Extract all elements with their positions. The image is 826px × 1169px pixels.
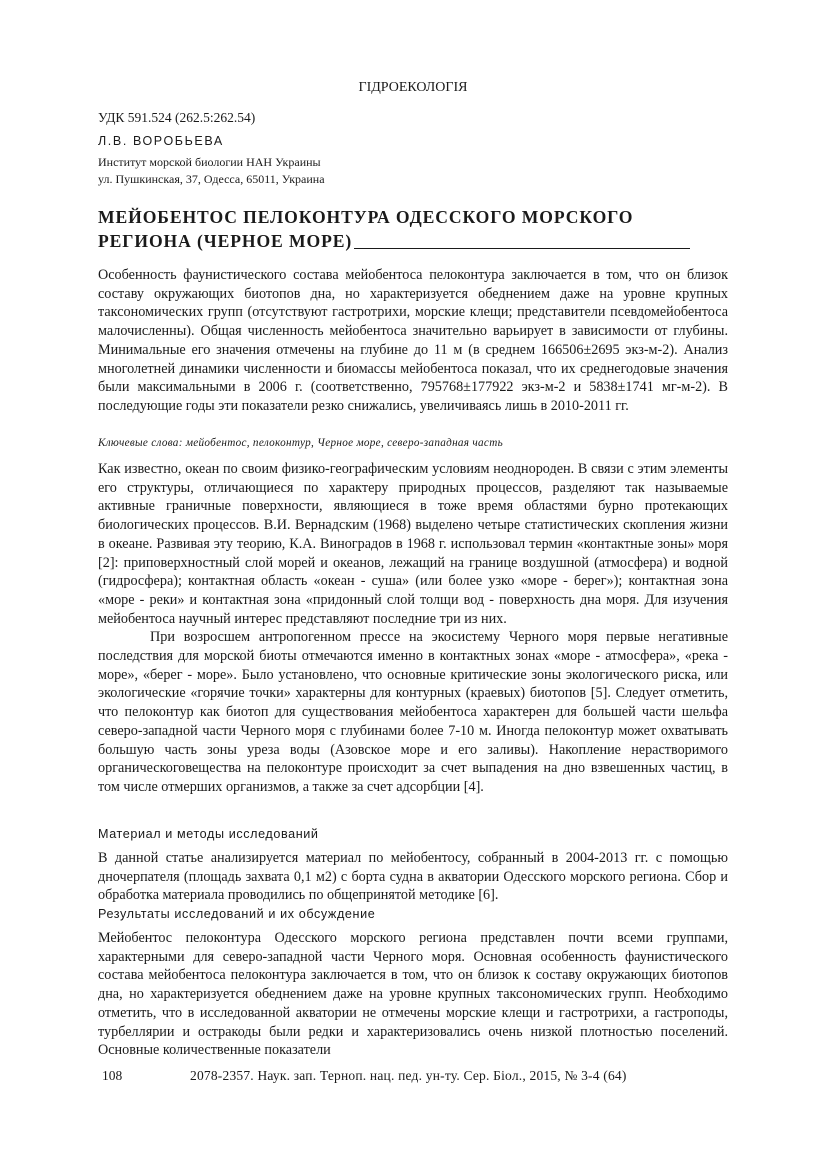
udk-code: УДК 591.524 (262.5:262.54)	[98, 110, 256, 125]
title-line-1: МЕЙОБЕНТОС ПЕЛОКОНТУРА ОДЕССКОГО МОРСКОГО	[98, 207, 634, 227]
journal-citation: 2078-2357. Наук. зап. Терноп. нац. пед. ун-ту. Сер. Біол., 2015, № 3-4 (64)	[190, 1068, 627, 1083]
page-number: 108	[102, 1068, 123, 1083]
results-text: Мейобентос пелоконтура Одесского морского региона представлен почти всеми группами, характерными для северо-западной части Черного моря. Основная особенность фаунистического состава мейобентоса пелоконтура заключается в том, что он близок к составу окружающих биотопов дна, но характеризуется обеднением даже на уровне крупных таксономических групп. Необходимо отметить, что в исследованной акватории не отмечены морские клещи и гастротрихи, а гастроподы, турбеллярии и остракоды были редки и характеризовались очень низкой плотностью поселений. Основные количественные показатели	[98, 930, 728, 1059]
methods-section	[98, 849, 728, 905]
article-title	[98, 205, 698, 253]
keywords: Ключевые слова: мейобентос, пелоконтур, Черное море, северо-западная часть	[98, 437, 503, 449]
section-heading: ГІДРОЕКОЛОГІЯ	[358, 80, 468, 95]
affiliation-address: ул. Пушкинская, 37, Одесса, 65011, Украина	[98, 172, 325, 186]
results-heading: Результаты исследований и их обсуждение	[98, 907, 376, 921]
affiliation	[98, 154, 325, 188]
methods-text: В данной статье анализируется материал по мейобентосу, собранный в 2004-2013 гг. с помощью дночерпателя (площадь захвата 0,1 м2) с борта судна в акватории Одесского морского региона. Сбор и обработка материала проводились по общепринятой методике [6].	[98, 850, 728, 904]
abstract-text: Особенность фаунистического состава мейобентоса пелоконтура заключается в том, что он близок составу окружающих биотопов дна, но характеризуется обеднением даже на уровне крупных таксономических групп (отсутствуют гастротрихи, морские клещи; представители псевдомейобентоса малочисленны). Общая численность мейобентоса значительно варьирует в зависимости от глубины. Минимальные его значения отмечены на глубине до 11 м (в среднем 166506±2695 экз-м-2). Анализ многолетней динамики численности и биомассы мейобентоса показал, что их среднегодовые значения были максимальными в 2006 г. (соответственно, 795768±177922 экз-м-2 и 5838±1741 мг-м-2). В последующие годы эти показатели резко снижались, увеличиваясь лишь в 2010-2011 гг.	[98, 267, 728, 414]
title-underline	[354, 246, 690, 249]
title-line-2: РЕГИОНА (ЧЕРНОЕ МОРЕ)	[98, 231, 353, 251]
methods-heading: Материал и методы исследований	[98, 827, 319, 841]
introduction	[98, 460, 728, 797]
intro-paragraph-2: При возросшем антропогенном прессе на экосистему Черного моря первые негативные последствия для морской биоты отмечаются именно в контактных зонах «море - атмосфера», «река - море», «берег - море». Было установлено, что основные критические зоны экологического риска, или экологические «горячие точки» характерны для контурных (краевых) биотопов [5]. Следует отметить, что пелоконтур как биотоп для существования мейобентоса характерен для большей части шельфа северо-западной части Черного моря с глубинами более 7-10 м. Иногда пелоконтур может охватывать большую часть зоны уреза воды (Азовское море и его заливы). Накопление нерастворимого органическоговещества на пелоконтуре происходит за счет выпадения на дно взвешенных частиц, в том числе отмерших организмов, а также за счет адсорбции [4].	[98, 629, 728, 795]
affiliation-institute: Институт морской биологии НАН Украины	[98, 155, 321, 169]
abstract	[98, 266, 728, 416]
author-name: Л.В. ВОРОБЬЕВА	[98, 134, 224, 148]
results-section	[98, 929, 728, 1060]
intro-paragraph-1: Как известно, океан по своим физико-географическим условиям неоднороден. В связи с этим элементы его структуры, отличающиеся по характеру природных процессов, разделяют так называемые активные граничные поверхности, являющиеся в тоже время областями бурно протекающих биологических процессов. В.И. Вернадским (1968) выделено четыре статистических скопления жизни в океане. Развивая эту теорию, К.А. Виноградов в 1968 г. использовал термин «контактные зоны» моря [2]: приповерхностный слой морей и океанов, лежащий на границе воздушной (атмосфера) и водной (гидросфера); контактная область «океан - суша» (или более узко «море - берег»); контактная зона «море - реки» и контактная зона «придонный слой толщи вод - поверхность дна моря. Для изучения мейобентоса научный интерес представляют последние три из них.	[98, 461, 728, 627]
